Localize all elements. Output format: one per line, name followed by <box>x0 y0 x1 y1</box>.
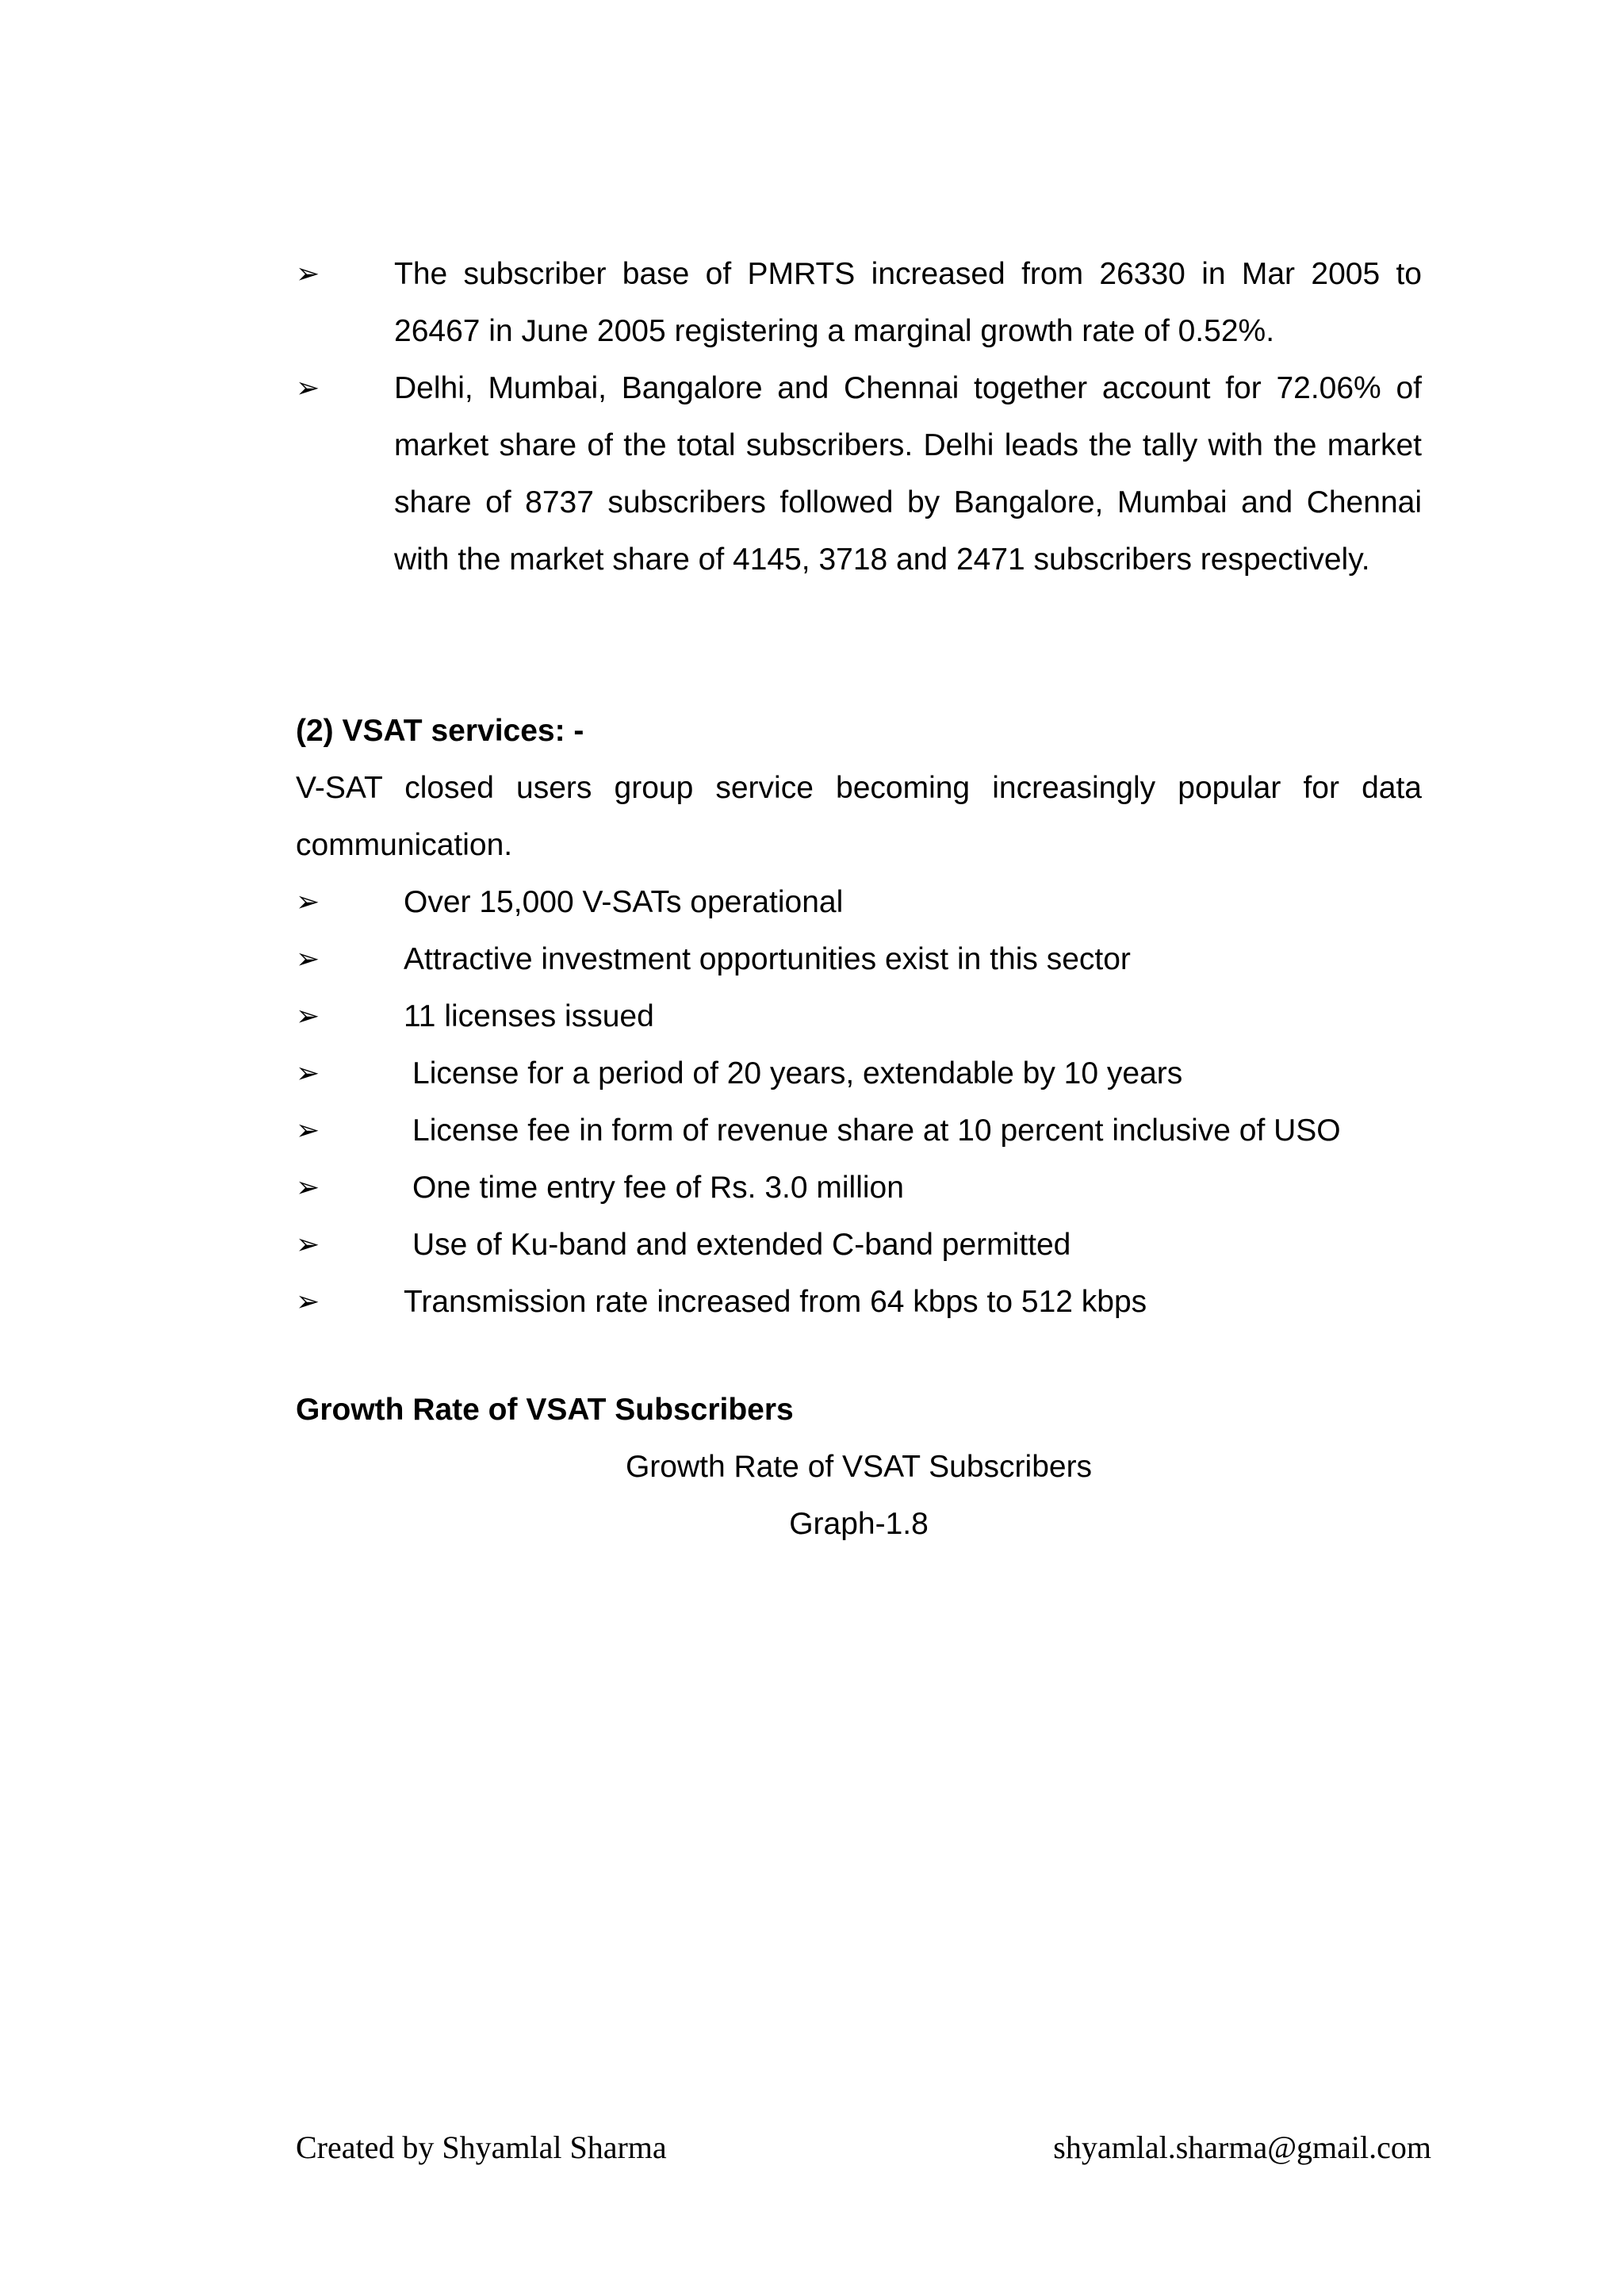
bullet-text: Delhi, Mumbai, Bangalore and Chennai together account for 72.06% of market share of the total subscribers. Delhi leads the tally with the market share of 8737 subscribers followed by Bangalore, Mumbai and Chennai with the market share of 4145, 3718 and 2471 subscribers respectively. <box>394 371 1422 577</box>
bullet-arrow-icon: ➢ <box>296 1000 320 1033</box>
bullet-text: License fee in form of revenue share at 10 percent inclusive of USO <box>412 1114 1341 1148</box>
bullet-text: One time entry fee of Rs. 3.0 million <box>412 1171 904 1205</box>
vsat-bullet-transmission-rate <box>296 1274 1422 1331</box>
footer-author: Created by Shyamlal Sharma <box>296 2129 667 2165</box>
bullet-text: Over 15,000 V-SATs operational <box>404 885 844 919</box>
bullet-arrow-icon: ➢ <box>296 1171 320 1204</box>
vsat-services-heading: (2) VSAT services: - <box>296 714 584 748</box>
bullet-arrow-icon: ➢ <box>296 1286 320 1318</box>
bullet-metro-market-share <box>296 360 1422 646</box>
bullet-text: 11 licenses issued <box>404 999 654 1033</box>
vsat-bullet-license-period <box>296 1045 1422 1102</box>
vsat-bullet-bands <box>296 1217 1422 1274</box>
vsat-bullet-license-fee <box>296 1102 1422 1159</box>
graph-caption-title: Growth Rate of VSAT Subscribers <box>625 1450 1093 1484</box>
bullet-text: Transmission rate increased from 64 kbps to 512 kbps <box>404 1285 1147 1319</box>
bullet-arrow-icon: ➢ <box>296 1228 320 1261</box>
vsat-intro-paragraph: V-SAT closed users group service becoming increasingly popular for data communication. <box>296 771 1422 862</box>
vsat-bullet-operational <box>296 874 1422 931</box>
bullet-text: Attractive investment opportunities exist in this sector <box>404 942 1131 976</box>
bullet-arrow-icon: ➢ <box>296 943 320 976</box>
vsat-bullet-licenses <box>296 988 1422 1045</box>
bullet-arrow-icon: ➢ <box>296 1114 320 1147</box>
growth-rate-heading: Growth Rate of VSAT Subscribers <box>296 1393 794 1427</box>
bullet-arrow-icon: ➢ <box>296 1057 320 1090</box>
bullet-text: The subscriber base of PMRTS increased from 26330 in Mar 2005 to 26467 in June 2005 registering a marginal growth rate of 0.52%. <box>394 257 1422 348</box>
bullet-text: Use of Ku-band and extended C-band permitted <box>412 1228 1071 1262</box>
vsat-bullet-investment <box>296 931 1422 988</box>
bullet-pmrts-growth <box>296 246 1422 360</box>
vsat-bullet-entry-fee <box>296 1159 1422 1217</box>
footer-email: shyamlal.sharma@gmail.com <box>1053 2129 1431 2165</box>
bullet-arrow-icon: ➢ <box>296 886 320 918</box>
bullet-arrow-icon: ➢ <box>296 372 320 404</box>
graph-caption-number: Graph-1.8 <box>789 1507 929 1541</box>
bullet-text: License for a period of 20 years, extendable by 10 years <box>412 1056 1183 1091</box>
bullet-arrow-icon: ➢ <box>296 258 320 290</box>
